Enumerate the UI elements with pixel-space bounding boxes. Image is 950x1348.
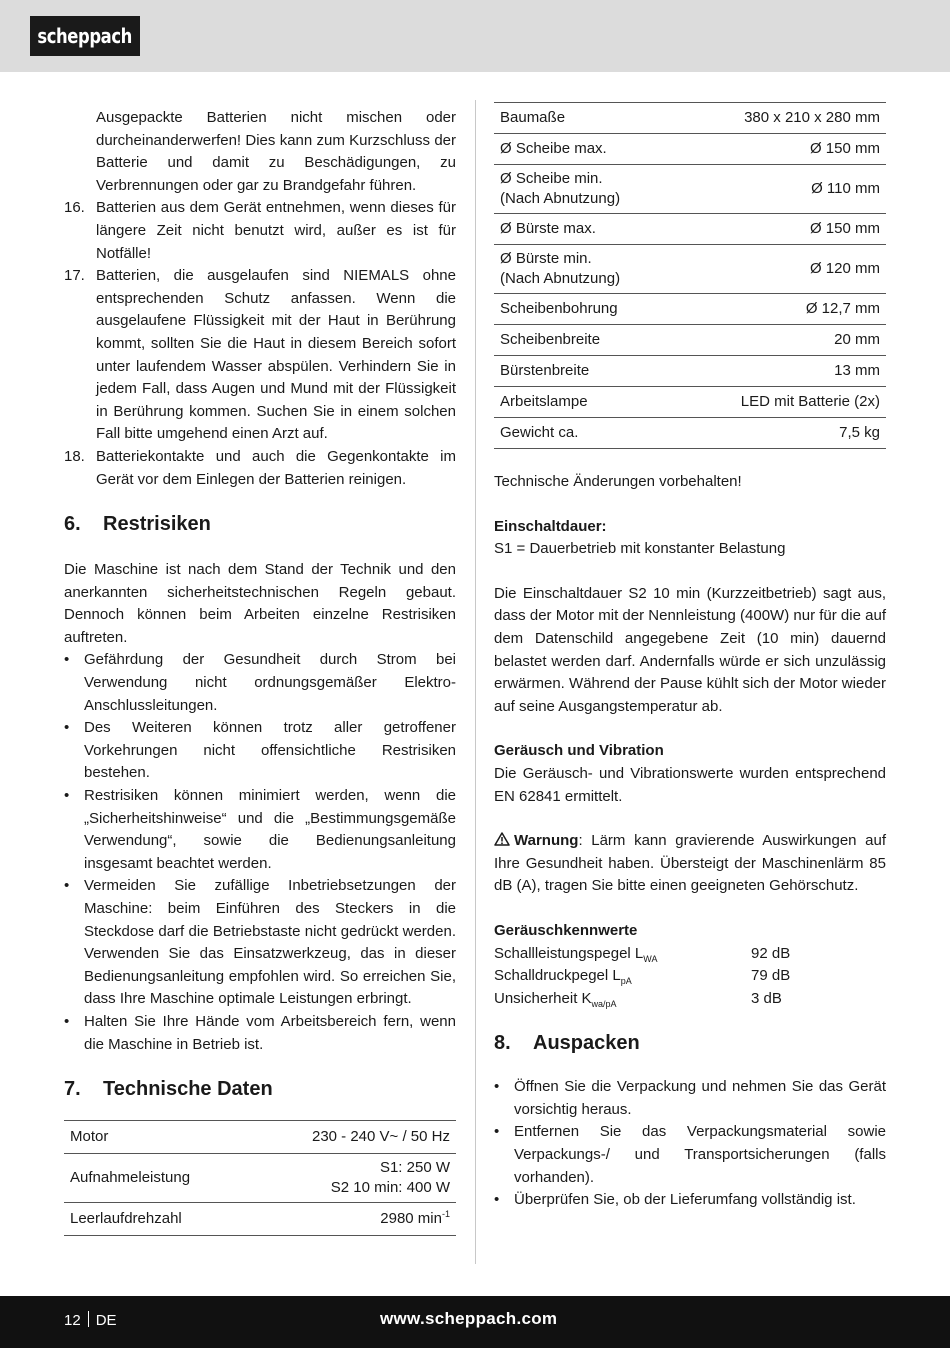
section-heading-auspacken bbox=[494, 1030, 886, 1056]
table-cell-value: LED mit Batterie (2x) bbox=[677, 387, 886, 418]
list-item bbox=[494, 1121, 886, 1189]
list-item-text: Des Weiteren können trotz aller getroffener Vorkehrungen nicht offensichtliche Restrisiken bestehen. bbox=[84, 719, 456, 782]
column-divider bbox=[475, 100, 476, 1264]
list-item-text: Ausgepackte Batterien nicht mischen oder durcheinanderwerfen! Dies kann zum Kurzschluss der Batterie und damit zu Beschädigungen, zu Verbrennungen oder gar zu Brandgefahr führen. bbox=[96, 109, 456, 194]
table-cell-label: Arbeitslampe bbox=[494, 387, 677, 418]
page-footer bbox=[0, 1296, 950, 1348]
table-row bbox=[494, 103, 886, 134]
list-item-text: Batterien, die ausgelaufen sind NIEMALS ohne entsprechenden Schutz anfassen. Wenn die ausgelaufene Flüssigkeit mit der Haut in Berührung kommt, sollten Sie die Haut in diesem Bereich sofort unter laufendem Wasser abspülen. Verhindern Sie in jedem Fall, dass Augen und Mund mit der Flüssigkeit in Berührung kommen. Suchen Sie in einem solchen Fall bitte umgehend einen Arzt auf. bbox=[96, 267, 456, 443]
table-cell-value bbox=[248, 1154, 456, 1203]
table-cell-label-line: (Nach Abnutzung) bbox=[500, 190, 621, 207]
speed-value: 2980 min bbox=[380, 1210, 442, 1228]
list-item-text: Überprüfen Sie, ob der Lieferumfang vollständig ist. bbox=[514, 1191, 856, 1209]
bullet-icon: • bbox=[64, 719, 70, 737]
noise-value: 92 dB bbox=[751, 944, 791, 962]
warning-label: Warnung bbox=[514, 832, 579, 850]
bullet-icon: • bbox=[494, 1123, 500, 1141]
table-cell-label-line: Ø Scheibe min. bbox=[500, 170, 603, 187]
table-row bbox=[494, 214, 886, 245]
noise-vibration-title: Geräusch und Vibration bbox=[494, 742, 664, 760]
list-item bbox=[494, 1189, 886, 1212]
table-cell-label: Ø Bürste max. bbox=[494, 214, 677, 245]
list-item-text: Gefährdung der Gesundheit durch Strom bei Verwendung nicht ordnungsgemäßer Elektro-Anschlussleitungen. bbox=[84, 651, 456, 714]
list-item-text: Entfernen Sie das Verpackungsmaterial sowie Verpackungs-/ und Transportsicherungen (falls vorhanden). bbox=[514, 1123, 886, 1186]
table-cell-value: 13 mm bbox=[677, 356, 886, 387]
duty-cycle-s2: Die Einschaltdauer S2 10 min (Kurzzeitbetrieb) sagt aus, dass der Motor mit der Nennleistung (400W) nur für die auf dem Datenschild angegebene Zeit (10 min) dauernd belastet werden darf. Andernfalls würde er sich unzulässig erwärmen. Während der Pause kühlt sich der Motor wieder auf seine Ausgangstemperatur ab. bbox=[494, 584, 886, 715]
section-number: 8. bbox=[494, 1032, 511, 1055]
language-code: DE bbox=[95, 1312, 117, 1329]
bullet-icon: • bbox=[64, 651, 70, 669]
table-cell-label: Motor bbox=[64, 1121, 248, 1154]
noise-value-row bbox=[494, 965, 886, 988]
section-number: 6. bbox=[64, 513, 81, 536]
page-header bbox=[0, 0, 950, 72]
section-title: Technische Daten bbox=[103, 1078, 273, 1101]
noise-value-label bbox=[494, 943, 751, 966]
table-cell-label: Leerlaufdrehzahl bbox=[64, 1203, 248, 1236]
section-title: Auspacken bbox=[533, 1032, 640, 1055]
noise-value-label-text: Schalldruckpegel L bbox=[494, 967, 621, 985]
table-cell-value: Ø 110 mm bbox=[677, 165, 886, 214]
list-item-text: Öffnen Sie die Verpackung und nehmen Sie das Gerät vorsichtig heraus. bbox=[514, 1078, 886, 1118]
restrisiken-intro: Die Maschine ist nach dem Stand der Technik und den anerkannten sicherheitstechnischen Regeln gebaut. Dennoch können beim Arbeiten einzelne Restrisiken auftreten. bbox=[64, 561, 456, 646]
duty-cycle-s1: S1 = Dauerbetrieb mit konstanter Belastung bbox=[494, 540, 786, 558]
list-item-number: 17. bbox=[64, 267, 85, 285]
list-item bbox=[64, 197, 456, 265]
table-cell-label: Bürstenbreite bbox=[494, 356, 677, 387]
right-column bbox=[494, 102, 886, 1212]
noise-value-label-sub: wa/pA bbox=[591, 998, 617, 1009]
noise-value: 3 dB bbox=[751, 989, 782, 1007]
table-cell-label: Scheibenbohrung bbox=[494, 294, 677, 325]
table-cell-value: Ø 150 mm bbox=[677, 134, 886, 165]
website-link[interactable]: www.scheppach.com bbox=[380, 1309, 558, 1328]
list-item bbox=[64, 875, 456, 1011]
list-item bbox=[64, 717, 456, 785]
noise-warning bbox=[494, 830, 886, 898]
noise-value-row bbox=[494, 943, 886, 966]
list-item bbox=[64, 107, 456, 197]
noise-value-label-sub: pA bbox=[620, 976, 632, 987]
list-item bbox=[64, 649, 456, 717]
bullet-icon: • bbox=[64, 787, 70, 805]
table-cell-value: 230 - 240 V~ / 50 Hz bbox=[248, 1121, 456, 1154]
table-row bbox=[494, 356, 886, 387]
list-item-text: Vermeiden Sie zufällige Inbetriebsetzungen der Maschine: beim Einführen des Steckers in die Steckdose darf die Betriebstaste nicht gedrückt werden. Verwenden Sie das Einsatzwerkzeug, das in dieser Bedienungsanleitung empfohlen wird. So erreichen Sie, dass Ihre Maschine optimale Leistungen erbringt. bbox=[84, 877, 456, 1008]
noise-value-label-text: Unsicherheit K bbox=[494, 989, 592, 1007]
bullet-icon: • bbox=[64, 877, 70, 895]
table-row bbox=[494, 245, 886, 294]
table-cell-label bbox=[494, 245, 677, 294]
table-cell-label: Ø Scheibe max. bbox=[494, 134, 677, 165]
list-item-text: Restrisiken können minimiert werden, wenn die „Sicherheitshinweise“ und die „Bestimmungsgemäße Verwendung“, sowie die Bedienungsanleitung insgesamt beachtet werden. bbox=[84, 787, 456, 872]
table-row bbox=[494, 325, 886, 356]
page-number: 12 bbox=[64, 1312, 81, 1329]
bullet-icon: • bbox=[494, 1078, 500, 1096]
section-title: Restrisiken bbox=[103, 513, 211, 536]
auspacken-list bbox=[494, 1076, 886, 1212]
table-row bbox=[64, 1203, 456, 1236]
table-cell-value: 20 mm bbox=[677, 325, 886, 356]
left-column bbox=[64, 107, 456, 1236]
technical-changes-note: Technische Änderungen vorbehalten! bbox=[494, 473, 742, 490]
battery-safety-list bbox=[64, 107, 456, 491]
dimensions-table bbox=[494, 102, 886, 449]
bullet-icon: • bbox=[64, 1012, 70, 1030]
table-cell-label: Baumaße bbox=[494, 103, 677, 134]
table-cell-label: Gewicht ca. bbox=[494, 418, 677, 449]
warning-triangle-icon bbox=[494, 832, 510, 846]
table-row bbox=[494, 418, 886, 449]
noise-value-label-text: Schallleistungspegel L bbox=[494, 944, 644, 962]
scheppach-logo bbox=[30, 16, 140, 56]
noise-value-row bbox=[494, 988, 886, 1011]
list-item-text: Halten Sie Ihre Hände vom Arbeitsbereich fern, wenn die Maschine in Betrieb ist. bbox=[84, 1012, 456, 1053]
power-s1: S1: 250 W bbox=[379, 1159, 450, 1177]
noise-vibration-text: Die Geräusch- und Vibrationswerte wurden entsprechend EN 62841 ermittelt. bbox=[494, 764, 886, 805]
noise-values-title: Geräuschkennwerte bbox=[494, 921, 638, 939]
noise-value-label bbox=[494, 988, 751, 1011]
table-cell-label bbox=[494, 165, 677, 214]
motor-data-table bbox=[64, 1120, 456, 1236]
list-item-text: Batterien aus dem Gerät entnehmen, wenn dieses für längere Zeit nicht benutzt wird, außer es ist für Notfälle! bbox=[96, 199, 456, 262]
list-item-number: 18. bbox=[64, 447, 85, 465]
noise-value: 79 dB bbox=[751, 967, 791, 985]
list-item-number: 16. bbox=[64, 199, 85, 217]
noise-value-label bbox=[494, 965, 751, 988]
page-separator bbox=[88, 1311, 89, 1327]
noise-values-list bbox=[494, 943, 886, 1011]
table-cell-value: Ø 150 mm bbox=[677, 214, 886, 245]
section-heading-restrisiken bbox=[64, 511, 456, 537]
table-row bbox=[494, 165, 886, 214]
table-row bbox=[64, 1121, 456, 1154]
list-item bbox=[64, 1011, 456, 1056]
noise-value-label-sub: WA bbox=[643, 953, 658, 964]
speed-unit-exponent: -1 bbox=[441, 1209, 450, 1220]
table-cell-label: Scheibenbreite bbox=[494, 325, 677, 356]
list-item bbox=[64, 265, 456, 446]
list-item-text: Batteriekontakte und auch die Gegenkontakte im Gerät vor dem Einlegen der Batterien reinigen. bbox=[96, 447, 456, 488]
duty-cycle-title: Einschaltdauer: bbox=[494, 517, 607, 535]
warning-text: : Lärm kann gravierende Auswirkungen auf Ihre Gesundheit haben. Übersteigt der Maschinenlärm 85 dB (A), tragen Sie bitte einen geeigneten Gehörschutz. bbox=[494, 832, 886, 895]
list-item bbox=[64, 446, 456, 491]
table-row bbox=[494, 387, 886, 418]
page-indicator bbox=[64, 1310, 117, 1333]
table-row bbox=[494, 134, 886, 165]
table-cell-value: Ø 120 mm bbox=[677, 245, 886, 294]
section-number: 7. bbox=[64, 1078, 81, 1101]
power-s2: S2 10 min: 400 W bbox=[330, 1179, 450, 1197]
bullet-icon: • bbox=[494, 1191, 500, 1209]
list-item bbox=[64, 785, 456, 875]
list-item bbox=[494, 1076, 886, 1121]
table-cell-value bbox=[248, 1203, 456, 1236]
table-cell-label: Aufnahmeleistung bbox=[64, 1154, 248, 1203]
section-heading-technische-daten bbox=[64, 1076, 456, 1102]
table-cell-label-line: Ø Bürste min. bbox=[500, 250, 592, 267]
logo-text: scheppach bbox=[37, 23, 133, 48]
restrisiken-list bbox=[64, 649, 456, 1056]
table-cell-value: 380 x 210 x 280 mm bbox=[677, 103, 886, 134]
table-row bbox=[494, 294, 886, 325]
table-cell-label-line: (Nach Abnutzung) bbox=[500, 270, 621, 287]
table-cell-value: Ø 12,7 mm bbox=[677, 294, 886, 325]
table-cell-value: 7,5 kg bbox=[677, 418, 886, 449]
table-row bbox=[64, 1154, 456, 1203]
